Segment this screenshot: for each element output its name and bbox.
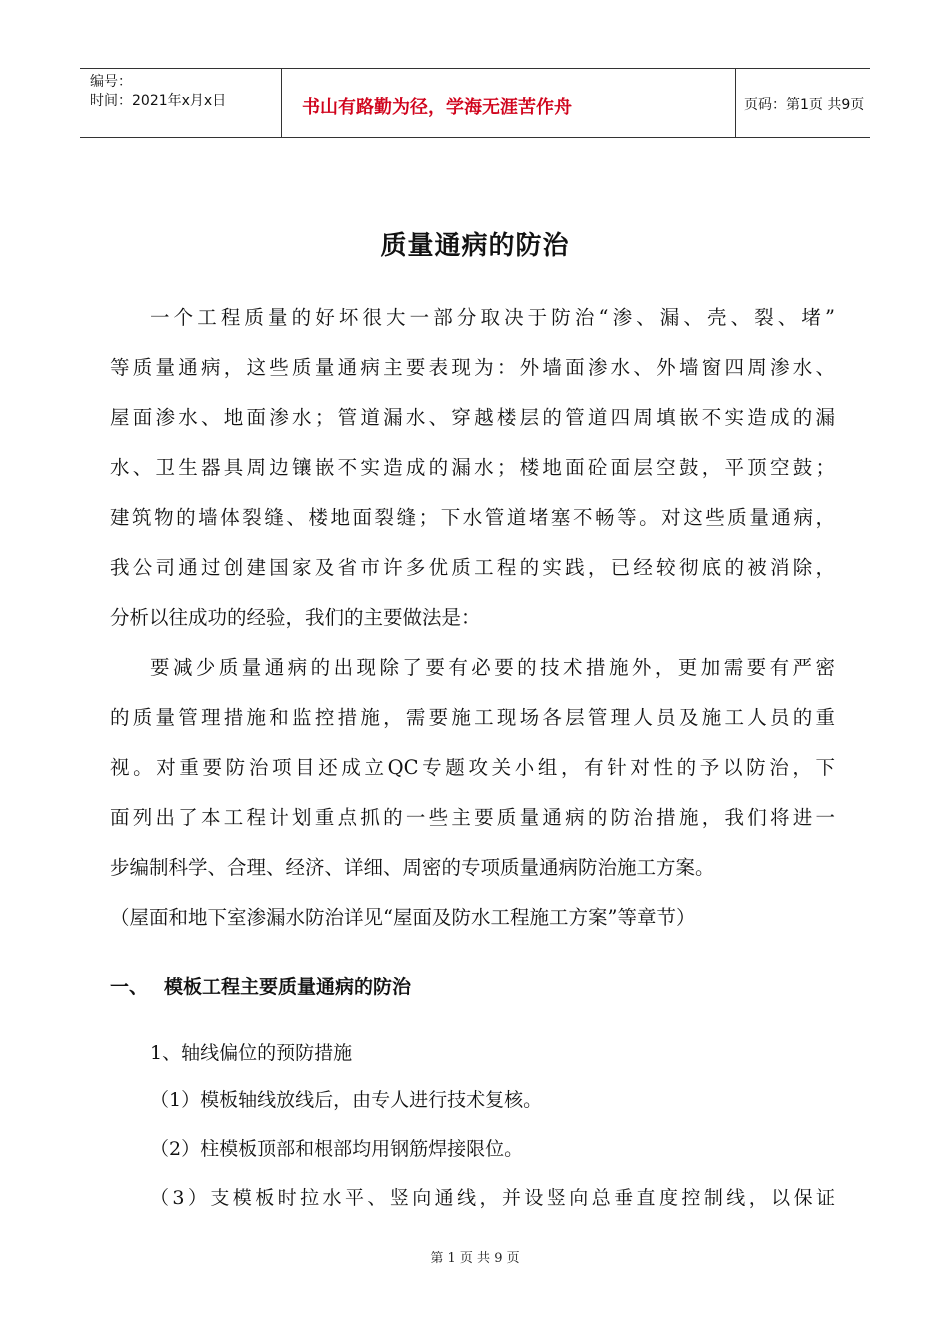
paragraph-line: 我公司通过创建国家及省市许多优质工程的实践，已经较彻底的被消除， <box>110 556 835 579</box>
paragraph-line: （屋面和地下室渗漏水防治详见“屋面及防水工程施工方案”等章节） <box>110 906 696 929</box>
paragraph-line: 分析以往成功的经验，我们的主要做法是： <box>110 606 481 629</box>
date-label: 时间：2021年x月x日 <box>90 93 227 109</box>
page-info: 页码：第1页 共9页 <box>744 97 865 113</box>
paragraph-line: 等质量通病，这些质量通病主要表现为：外墙面渗水、外墙窗四周渗水、 <box>110 356 835 379</box>
paragraph-line: 步编制科学、合理、经济、详细、周密的专项质量通病防治施工方案。 <box>110 856 715 879</box>
paragraph-line: 屋面渗水、地面渗水；管道漏水、穿越楼层的管道四周填嵌不实造成的漏 <box>110 406 835 429</box>
code-label: 编号： <box>90 74 132 90</box>
paragraph-line: 建筑物的墙体裂缝、楼地面裂缝；下水管道堵塞不畅等。对这些质量通病， <box>110 506 835 529</box>
document-header <box>80 68 870 138</box>
list-item: （2）柱模板顶部和根部均用钢筋焊接限位。 <box>150 1138 524 1160</box>
paragraph-line: 一个工程质量的好坏很大一部分取决于防治“渗、漏、壳、裂、堵” <box>150 306 835 329</box>
list-item: （1）模板轴线放线后，由专人进行技术复核。 <box>150 1089 543 1111</box>
motto-text: 书山有路勤为径，学海无涯苦作舟 <box>302 97 572 118</box>
section-heading <box>110 972 411 999</box>
paragraph-line: 面列出了本工程计划重点抓的一些主要质量通病的防治措施，我们将进一 <box>110 806 835 829</box>
section-number: 一、 <box>110 976 149 998</box>
header-meta <box>80 69 280 137</box>
page-title: 质量通病的防治 <box>380 231 570 261</box>
list-item: （3）支模板时拉水平、竖向通线，并设竖向总垂直度控制线，以保证 <box>150 1187 835 1209</box>
paragraph-line: 的质量管理措施和监控措施，需要施工现场各层管理人员及施工人员的重 <box>110 706 835 729</box>
section-title: 模板工程主要质量通病的防治 <box>164 976 412 998</box>
header-motto-cell <box>281 69 736 137</box>
header-page-cell <box>740 69 870 137</box>
subsection-heading: 1、轴线偏位的预防措施 <box>150 1042 353 1064</box>
paragraph-line: 要减少质量通病的出现除了要有必要的技术措施外，更加需要有严密 <box>150 656 835 679</box>
paragraph-line: 视。对重要防治项目还成立QC专题攻关小组，有针对性的予以防治，下 <box>110 756 835 779</box>
paragraph-line: 水、卫生器具周边镶嵌不实造成的漏水；楼地面砼面层空鼓，平顶空鼓； <box>110 456 835 479</box>
page-footer: 第 1 页 共 9 页 <box>430 1251 520 1266</box>
